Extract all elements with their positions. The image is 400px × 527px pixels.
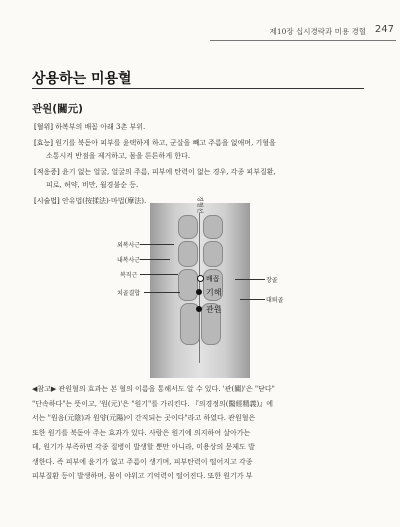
- label-leader: [240, 299, 265, 300]
- section-title: 상용하는 미용혈: [32, 71, 132, 87]
- section-rule: [32, 88, 364, 89]
- rectus-segment: [178, 215, 198, 239]
- note-line: 관원혈의 효과는 본 혈의 이름을 통해서도 알 수 있다. '관(關)'은 "닫다": [58, 385, 275, 393]
- entry-text: 안유법(按揉法)·마법(摩法).: [61, 197, 147, 205]
- guanyuan-point-label: 관원: [206, 305, 222, 314]
- rectus-segment: [178, 241, 198, 267]
- figure-label-left: 내복사근: [117, 257, 141, 264]
- figure-label-left: 외복사근: [117, 242, 141, 249]
- rectus-segment: [203, 215, 223, 239]
- note-line: 또한 원기를 북돋아 주는 효과가 있다. 사람은 원기에 의지하여 살아가는: [32, 428, 251, 437]
- entry-tag: [시술법]: [34, 197, 60, 205]
- figure-label-right: 장골: [266, 277, 278, 284]
- entry-text: 원기를 북돋아 피부를 윤택하게 하고, 군살을 빼고 주름을 없애며, 기혈을: [55, 139, 276, 147]
- note-line: 생한다. 즉 피부에 윤기가 없고 주름이 생기며, 피부탄력이 떨어지고 각종: [32, 457, 253, 466]
- entry-text: 소통시켜 반점을 제거하고, 몸을 튼튼하게 한다.: [46, 152, 191, 160]
- rectus-segment: [178, 269, 198, 301]
- label-leader: [144, 292, 180, 293]
- entry-text: 피로, 허약, 비만, 월경불순 등.: [46, 181, 139, 189]
- qihai-point-label: 기해: [206, 288, 222, 297]
- entry-text: 윤기 없는 얼굴, 얼굴의 주름, 피부에 탄력이 없는 경우, 각종 피부질환,: [61, 168, 276, 176]
- header-rule: [210, 40, 396, 41]
- entry-tag: [효능]: [34, 139, 53, 147]
- label-leader: [140, 244, 174, 245]
- note-line: 데, 원기가 부족하면 각종 질병이 발생할 뿐만 아니라, 미용상의 문제도 발: [32, 443, 255, 451]
- chapter-header: 제10장 십시경락과 미용 경혈: [269, 27, 366, 36]
- meridian-line: [199, 213, 200, 363]
- figure-label-left: 복직근: [120, 272, 138, 279]
- entry-tag: [적응증]: [34, 168, 60, 176]
- qihai-point-marker: [196, 289, 202, 295]
- note-marker: ◀참고▶: [32, 385, 57, 393]
- note-line: 피부질환 등이 발생하며, 몸이 야위고 기억력이 떨어진다. 또한 원기가 부: [32, 472, 253, 480]
- guanyuan-point-marker: [196, 306, 202, 312]
- figure-label-left: 치골결합: [117, 290, 141, 297]
- navel-point-marker: [197, 275, 204, 282]
- rectus-segment: [203, 241, 223, 267]
- navel-point-label: 배꼽: [206, 275, 220, 283]
- entry-location: [34, 121, 364, 134]
- entry-text: 하복부의 배꼽 아래 3촌 부위.: [55, 123, 146, 131]
- note-line: "단속하다"는 뜻이고, '원(元)'은 "원기"를 가리킨다. 『의경정의(醫經精義)』에: [32, 399, 273, 408]
- meridian-label: 경혈선: [196, 196, 203, 214]
- reference-note: [32, 382, 366, 484]
- label-leader: [140, 274, 178, 275]
- entry-tag: [혈위]: [34, 123, 53, 131]
- running-header: [250, 24, 396, 38]
- entry-indication: [34, 166, 364, 192]
- acupoint-title: 관원(關元): [32, 103, 83, 115]
- note-line: 서는 "원음(元陰)과 원양(元陽)이 간직되는 곳이다"라고 하였다. 관원혈은: [32, 414, 256, 422]
- entry-effect: [34, 137, 364, 163]
- page-number: 247: [374, 24, 394, 35]
- label-leader: [235, 279, 265, 280]
- figure-label-right: 대퇴골: [266, 297, 284, 304]
- label-leader: [140, 259, 170, 260]
